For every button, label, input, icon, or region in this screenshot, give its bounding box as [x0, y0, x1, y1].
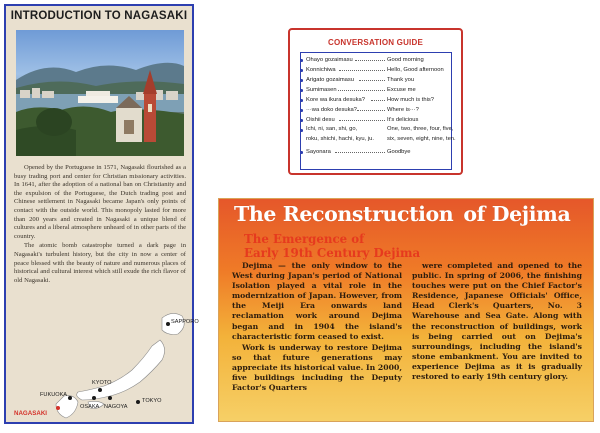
leader-dots	[359, 80, 385, 81]
kyoto-dot	[98, 388, 102, 392]
nagasaki-harbor-photo	[16, 30, 184, 156]
phrase-row	[301, 75, 451, 85]
phrase-japanese: Konnichiwa	[306, 67, 336, 73]
leader-dots	[335, 152, 385, 153]
leader-dots	[357, 110, 385, 111]
conversation-guide-title: CONVERSATION GUIDE	[327, 38, 423, 47]
phrase-japanese: Ohayo gozaimasu	[306, 57, 353, 63]
dejima-title	[234, 202, 570, 226]
bullet-icon	[300, 99, 303, 102]
city-label-nagasaki: NAGASAKI	[14, 410, 48, 417]
nagasaki-intro-panel	[4, 4, 199, 424]
conversation-guide	[288, 28, 463, 175]
dejima-subtitle-line-1: The Emergence of	[244, 232, 365, 246]
phrase-english: Thank you	[387, 77, 415, 83]
phrase-row	[301, 147, 451, 157]
dejima-title-part-2: of Dejima	[463, 202, 571, 226]
phrase-japanese: Kore wa ikura desuka?	[306, 97, 365, 103]
city-label-sapporo: SAPPORO	[171, 319, 199, 325]
phrase-english: Where is···?	[387, 107, 419, 113]
phrase-japanese: Arigato gozaimasu	[306, 77, 355, 83]
dejima-subtitle-line-2: Early 19th Century Dejima	[244, 246, 421, 260]
phrase-row	[301, 125, 456, 145]
phrase-english: How much is this?	[387, 97, 435, 103]
dejima-title-part-1: The Reconstruction	[234, 202, 454, 226]
bullet-icon	[300, 59, 303, 62]
bullet-icon	[300, 119, 303, 122]
intro-paragraph-2: The atomic bomb catastrophe turned a dark page in Nagasaki's turbulent history, but the city in now a center of peace blessed with the beauty of nature and numerous places of historical and cultural interest which still exude the rich flavor of old Nagasaki.	[14, 242, 186, 284]
bullet-icon	[300, 129, 303, 132]
phrase-japanese: ···wa doko desuka?	[306, 107, 357, 113]
dejima-column-2	[412, 261, 582, 382]
leader-dots	[355, 60, 385, 61]
dejima-paragraph: Work is underway to restore Dejima so that future generations may appreciate its historical value. In 2000, five buildings including the Deputy Factor's Quarters	[232, 342, 402, 393]
phrase-japanese: Oishii desu	[306, 117, 335, 123]
leader-dots	[339, 70, 385, 71]
nagoya-dot	[108, 396, 112, 400]
phrase-english	[387, 125, 456, 144]
leader-dots	[339, 120, 385, 121]
fukuoka-dot	[68, 396, 72, 400]
numbers-japanese-line-1: Ichi, ni, san, shi, go,	[306, 126, 358, 132]
phrase-english: Excuse me	[387, 87, 416, 93]
phrase-row	[301, 65, 451, 75]
numbers-japanese-line-2: roku, shichi, hachi, kyu, ju.	[306, 135, 374, 142]
city-label-nagoya: NAGOYA	[104, 404, 128, 410]
dejima-reconstruction-panel	[218, 198, 594, 422]
phrase-japanese: Sumimasen	[306, 87, 337, 93]
leader-dots	[338, 90, 385, 91]
city-label-osaka: OSAKA	[80, 404, 100, 410]
bullet-icon	[300, 79, 303, 82]
bullet-icon	[300, 109, 303, 112]
dejima-column-1	[232, 261, 402, 393]
bullet-icon	[300, 69, 303, 72]
phrase-list	[300, 52, 456, 170]
numbers-english-line-1: One, two, three, four, five,	[387, 126, 454, 132]
phrase-english: It's delicious	[387, 117, 419, 123]
bullet-icon	[300, 89, 303, 92]
city-label-fukuoka: FUKUOKA	[40, 392, 68, 398]
phrase-row	[301, 55, 451, 65]
phrase-row	[301, 95, 451, 105]
phrase-japanese: Sayonara	[306, 149, 331, 155]
phrase-english: Good morning	[387, 57, 424, 63]
dejima-paragraph: were completed and opened to the public. In spring of 2006, the finishing touches were put on the Chief Factor's Residence, Japanese Officials' Office, Head Clerk's Quarters, No. 3 Warehouse and Sea Gate. Along with the reconstruction of buildings, work is being carried out on Dejima's surroundings, including the island's stone embankment. You are invited to experience Dejima as it is gradually restored to early 19th century glory.	[412, 261, 582, 382]
city-label-tokyo: TOKYO	[142, 398, 162, 404]
intro-title: INTRODUCTION TO NAGASAKI	[10, 10, 188, 22]
phrase-row	[301, 105, 451, 115]
sapporo-dot	[166, 322, 170, 326]
intro-body	[14, 164, 186, 285]
intro-paragraph-1: Opened by the Portuguese in 1571, Nagasaki flourished as a busy trading port and center for Christian missionary activities. In 1641, after the adoption of a national ban on Christianity and the expulsion of the Portuguese, the Dutch trading post and Chinese settlement in Nagasaki became Japan's only points of contact with the outside world. This monopoly lasted for more than 200 years and created in Nagasaki a unique blend of cultures and a liberal atmosphere unheard of in other parts of the country.	[14, 164, 186, 240]
phrase-english: Goodbye	[387, 149, 411, 155]
phrase-row	[301, 85, 451, 95]
phrase-japanese	[306, 125, 374, 144]
tokyo-dot	[136, 400, 140, 404]
leader-dots	[371, 100, 385, 101]
city-label-kyoto: KYOTO	[92, 380, 112, 386]
nagasaki-dot	[56, 406, 60, 410]
dejima-paragraph: Dejima — the only window to the West during Japan's period of National Isolation played a vital role in the modernization of Japan. However, from the Meiji Era onwards land reclamation work around Dejima began and in 1904 the island's characteristic form ceased to exist.	[232, 261, 402, 341]
phrase-english: Hello, Good afternoon	[387, 67, 444, 73]
numbers-english-line-2: six, seven, eight, nine, ten.	[387, 135, 456, 142]
phrase-row	[301, 115, 451, 125]
bullet-icon	[300, 151, 303, 154]
osaka-dot	[92, 396, 96, 400]
japan-map	[12, 296, 199, 422]
